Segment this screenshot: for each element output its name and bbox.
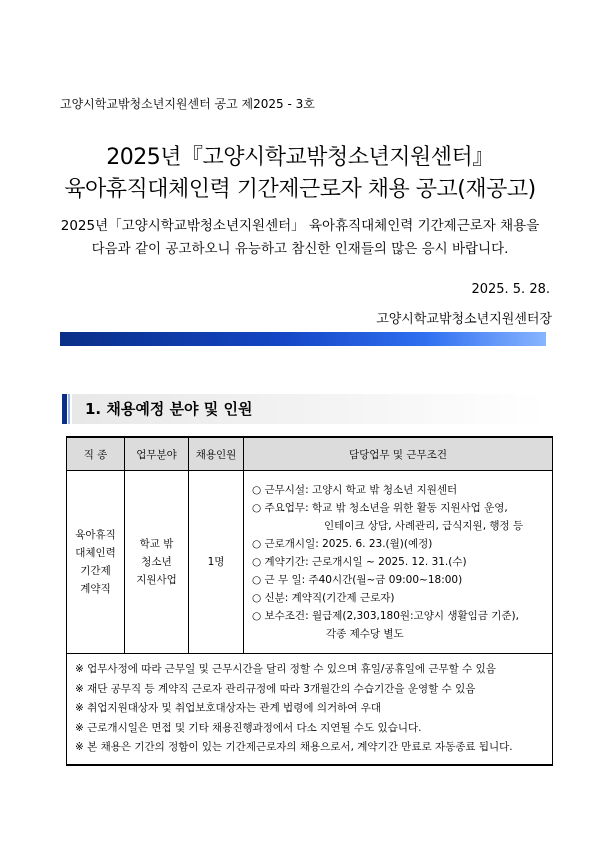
- cell-headcount: 1명: [189, 471, 244, 654]
- blue-divider-bar: [60, 332, 546, 346]
- table-header-row: [67, 437, 553, 471]
- duty-line: ○ 주요업무: 학교 밖 청소년을 위한 활동 지원사업 운영,: [252, 502, 508, 514]
- cell-duties: [244, 471, 553, 654]
- section-heading-accent: [62, 394, 67, 424]
- duty-line: ○ 근로개시일: 2025. 6. 23.(월)(예정): [252, 538, 433, 550]
- job-type-line: 육아휴직: [75, 529, 116, 541]
- header-headcount: 채용인원: [189, 437, 244, 471]
- job-type-line: 대체인력: [75, 547, 116, 559]
- header-duties: 담당업무 및 근무조건: [244, 437, 553, 471]
- page-title-line1: 2025년『고양시학교밖청소년지원센터』: [106, 145, 494, 170]
- duty-line: ○ 계약기간: 근로개시일 ~ 2025. 12. 31.(수): [252, 556, 467, 568]
- job-type-line: 계약직: [80, 583, 111, 595]
- note-line: ※ 재단 공무직 등 계약직 근로자 관리규정에 따라 3개월간의 수습기간을 운영할 수 있음: [75, 682, 476, 695]
- note-line: ※ 업무사정에 따라 근무일 및 근무시간을 달리 정할 수 있으며 휴일/공휴일에 근무할 수 있음: [75, 663, 496, 675]
- header-job-type: 직 종: [67, 437, 125, 471]
- work-field-line: 지원사업: [136, 574, 177, 586]
- section-heading-accent-light: [68, 394, 70, 424]
- work-field-line: 청소년: [141, 556, 172, 568]
- note-line: ※ 근로개시일은 면접 및 기타 채용진행과정에서 다소 지연될 수도 있습니다.: [75, 721, 422, 734]
- table-notes-row: [67, 654, 553, 765]
- section-title: 1. 채용예정 분야 및 인원: [85, 400, 253, 418]
- duty-line: ○ 신분: 계약직(기간제 근로자): [252, 592, 395, 604]
- page-title-line2: 육아휴직대체인력 기간제근로자 채용 공고(재공고): [64, 177, 536, 202]
- duty-line: ○ 근 무 일: 주40시간(월~금 09:00~18:00): [252, 574, 463, 586]
- header-work-field: 업무분야: [125, 437, 189, 471]
- notice-date: 2025. 5. 28.: [471, 282, 550, 297]
- note-line: ※ 본 채용은 기간의 정함이 있는 기간제근로자의 채용으로서, 계약기간 만료로 자동종료 됩니다.: [75, 741, 513, 753]
- signer: 고양시학교밖청소년지원센터장: [376, 312, 552, 327]
- duty-line: 각종 제수당 별도: [326, 628, 404, 640]
- job-type-line: 기간제: [80, 565, 111, 577]
- note-line: ※ 취업지원대상자 및 취업보호대상자는 관계 법령에 의거하여 우대: [75, 702, 382, 714]
- cell-notes: [67, 654, 553, 765]
- cell-work-field: [125, 471, 189, 654]
- intro-line2: 다음과 같이 공고하오니 유능하고 참신한 인재들의 많은 응시 바랍니다.: [91, 241, 509, 257]
- duty-line: ○ 근무시설: 고양시 학교 밖 청소년 지원센터: [252, 484, 458, 496]
- intro-line1: 2025년「고양시학교밖청소년지원센터」 육아휴직대체인력 기간제근로자 채용을: [60, 218, 540, 234]
- notice-number: 고양시학교밖청소년지원센터 공고 제2025 - 3호: [60, 97, 315, 111]
- duty-line: 인테이크 상담, 사례관리, 급식지원, 행정 등: [324, 520, 524, 532]
- work-field-line: 학교 밖: [139, 538, 174, 550]
- recruitment-table: [66, 436, 553, 766]
- duty-line: ○ 보수조건: 월급제(2,303,180원:고양시 생활임금 기준),: [252, 610, 519, 622]
- table-row: [67, 471, 553, 654]
- cell-job-type: [67, 471, 125, 654]
